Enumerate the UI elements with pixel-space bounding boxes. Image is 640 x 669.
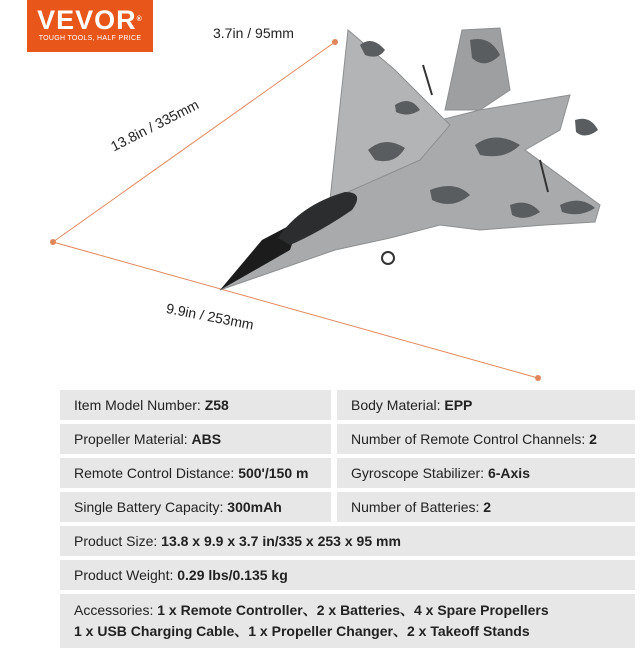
spec-row xyxy=(60,560,635,590)
length-dimension-label: 13.8in / 335mm xyxy=(108,96,202,155)
height-dimension-label: 3.7in / 95mm xyxy=(213,25,294,41)
spec-row xyxy=(60,594,635,648)
spec-model: Item Model Number: Z58 xyxy=(60,390,331,420)
spec-battery-capacity: Single Battery Capacity: 300mAh xyxy=(60,492,331,522)
logo-tagline: TOUGH TOOLS, HALF PRICE xyxy=(38,35,142,42)
spec-body-material: Body Material: EPP xyxy=(337,390,635,420)
spec-row xyxy=(60,492,635,522)
spec-accessories: Accessories: 1 x Remote Controller、2 x Batteries、4 x Spare Propellers 1 x USB Charging Cable、1 x Propeller Changer、2 x Takeoff Stands xyxy=(60,594,635,648)
length-dimension-line xyxy=(53,42,335,242)
spec-gyroscope: Gyroscope Stabilizer: 6-Axis xyxy=(337,458,635,488)
spec-propeller-material: Propeller Material: ABS xyxy=(60,424,331,454)
spec-row xyxy=(60,526,635,556)
spec-batteries: Number of Batteries: 2 xyxy=(337,492,635,522)
rc-jet-plane xyxy=(220,28,600,290)
logo-brand: VEVOR® xyxy=(37,5,143,35)
spec-row xyxy=(60,458,635,488)
spec-row xyxy=(60,424,635,454)
spec-row xyxy=(60,390,635,420)
width-dimension-label: 9.9in / 253mm xyxy=(164,300,256,333)
spec-table xyxy=(60,390,635,652)
spec-distance: Remote Control Distance: 500'/150 m xyxy=(60,458,331,488)
spec-product-weight: Product Weight: 0.29 lbs/0.135 kg xyxy=(60,560,635,590)
spec-product-size: Product Size: 13.8 x 9.9 x 3.7 in/335 x 253 x 95 mm xyxy=(60,526,635,556)
spec-channels: Number of Remote Control Channels: 2 xyxy=(337,424,635,454)
